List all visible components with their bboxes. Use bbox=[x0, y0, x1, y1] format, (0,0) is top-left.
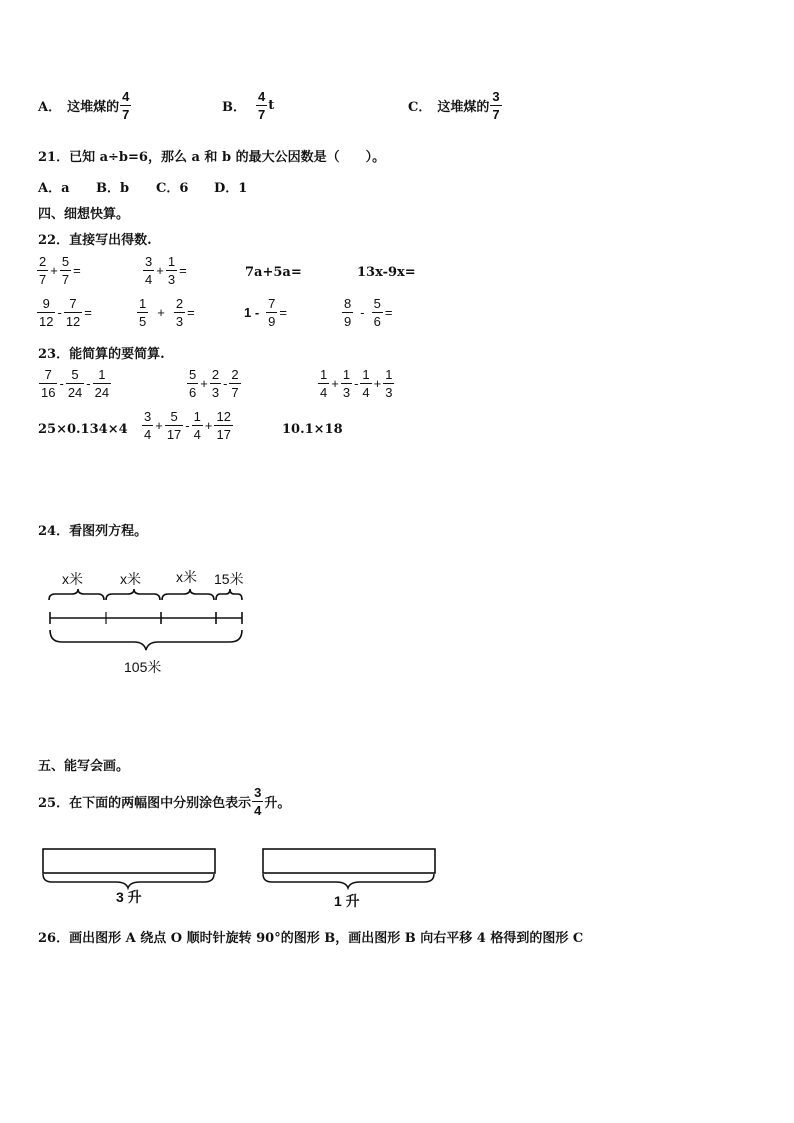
q22-expr-6: $\frac{1}{5}$ + $\frac{2}{3}$ = bbox=[139, 296, 195, 329]
q23-expr-1: $\frac{7}{16}$ - $\frac{5}{24}$ - $\frac{1}{24}$ bbox=[41, 367, 110, 400]
q21-stem: 21．已知 a÷b=6，那么 a 和 b 的最大公因数是（ ）。 bbox=[38, 150, 386, 165]
segment-label-4: 15米 bbox=[214, 571, 244, 587]
q21-option-b: B．b bbox=[96, 181, 130, 196]
brace-4 bbox=[216, 589, 242, 600]
q22-expr-5: $\frac{9}{12}$ - $\frac{7}{12}$ = bbox=[39, 296, 92, 329]
segment-diagram bbox=[40, 564, 260, 684]
q23-expr-4: 25×0.134×4 bbox=[38, 422, 128, 437]
bar-1l bbox=[263, 849, 435, 873]
brace-2 bbox=[106, 589, 160, 600]
brace-1 bbox=[49, 589, 104, 600]
bar-label-3l: 3 升 bbox=[116, 889, 142, 905]
segment-label-1: x米 bbox=[62, 571, 83, 587]
q21-option-c: C．6 bbox=[156, 181, 189, 196]
section-4-heading: 四、细想快算。 bbox=[38, 207, 130, 222]
bar-diagram-3l bbox=[40, 846, 220, 908]
q22-expr-4: 13x-9x= bbox=[357, 265, 416, 280]
bar-label-1l: 1 升 bbox=[334, 893, 360, 909]
brace-3l bbox=[43, 874, 214, 888]
segment-label-2: x米 bbox=[120, 571, 141, 587]
q20-option-a: A． 这堆煤的 $\frac{4}{7}$ bbox=[38, 89, 130, 122]
brace-3 bbox=[162, 589, 214, 600]
q23-expr-6: 10.1×18 bbox=[282, 422, 343, 437]
q22-expr-2: $\frac{3}{4}$ + $\frac{1}{3}$ = bbox=[145, 254, 187, 287]
q23-expr-3: $\frac{1}{4}$ + $\frac{1}{3}$ - $\frac{1}{4}$ + $\frac{1}{3}$ bbox=[320, 367, 393, 400]
q25-stem: 25．在下面的两幅图中分别涂色表示 $\frac{3}{4}$ 升。 bbox=[38, 785, 291, 818]
q23-stem: 23．能简算的要简算. bbox=[38, 347, 165, 362]
brace-1l bbox=[263, 874, 434, 888]
q24-stem: 24．看图列方程。 bbox=[38, 524, 148, 539]
q26-stem: 26．画出图形 A 绕点 O 顺时针旋转 90°的图形 B，画出图形 B 向右平移 4 格得到的图形 C bbox=[38, 931, 584, 946]
q22-stem: 22．直接写出得数. bbox=[38, 233, 152, 248]
total-label: 105米 bbox=[124, 659, 162, 675]
brace-total bbox=[50, 630, 242, 650]
segment-label-3: x米 bbox=[176, 569, 197, 585]
bar-3l bbox=[43, 849, 215, 873]
q22-expr-3: 7a+5a= bbox=[245, 265, 302, 280]
q20-option-c: C． 这堆煤的 $\frac{3}{7}$ bbox=[408, 89, 500, 122]
q23-expr-5: $\frac{3}{4}$ + $\frac{5}{17}$ - $\frac{1}{4}$ + $\frac{12}{17}$ bbox=[144, 409, 231, 442]
q21-option-a: A．a bbox=[38, 181, 70, 196]
q21-option-d: D．1 bbox=[214, 181, 248, 196]
q23-expr-2: $\frac{5}{6}$ + $\frac{2}{3}$ - $\frac{2}{7}$ bbox=[189, 367, 239, 400]
q20-option-b: B． $\frac{4}{7}$ t bbox=[222, 89, 275, 122]
q22-expr-8: $\frac{8}{9}$ - $\frac{5}{6}$ = bbox=[344, 296, 393, 329]
q22-expr-7: 1 - $\frac{7}{9}$ = bbox=[244, 296, 287, 329]
bar-diagram-1l bbox=[260, 846, 440, 912]
q22-expr-1: $\frac{2}{7}$ + $\frac{5}{7}$ = bbox=[39, 254, 81, 287]
section-5-heading: 五、能写会画。 bbox=[38, 759, 130, 774]
